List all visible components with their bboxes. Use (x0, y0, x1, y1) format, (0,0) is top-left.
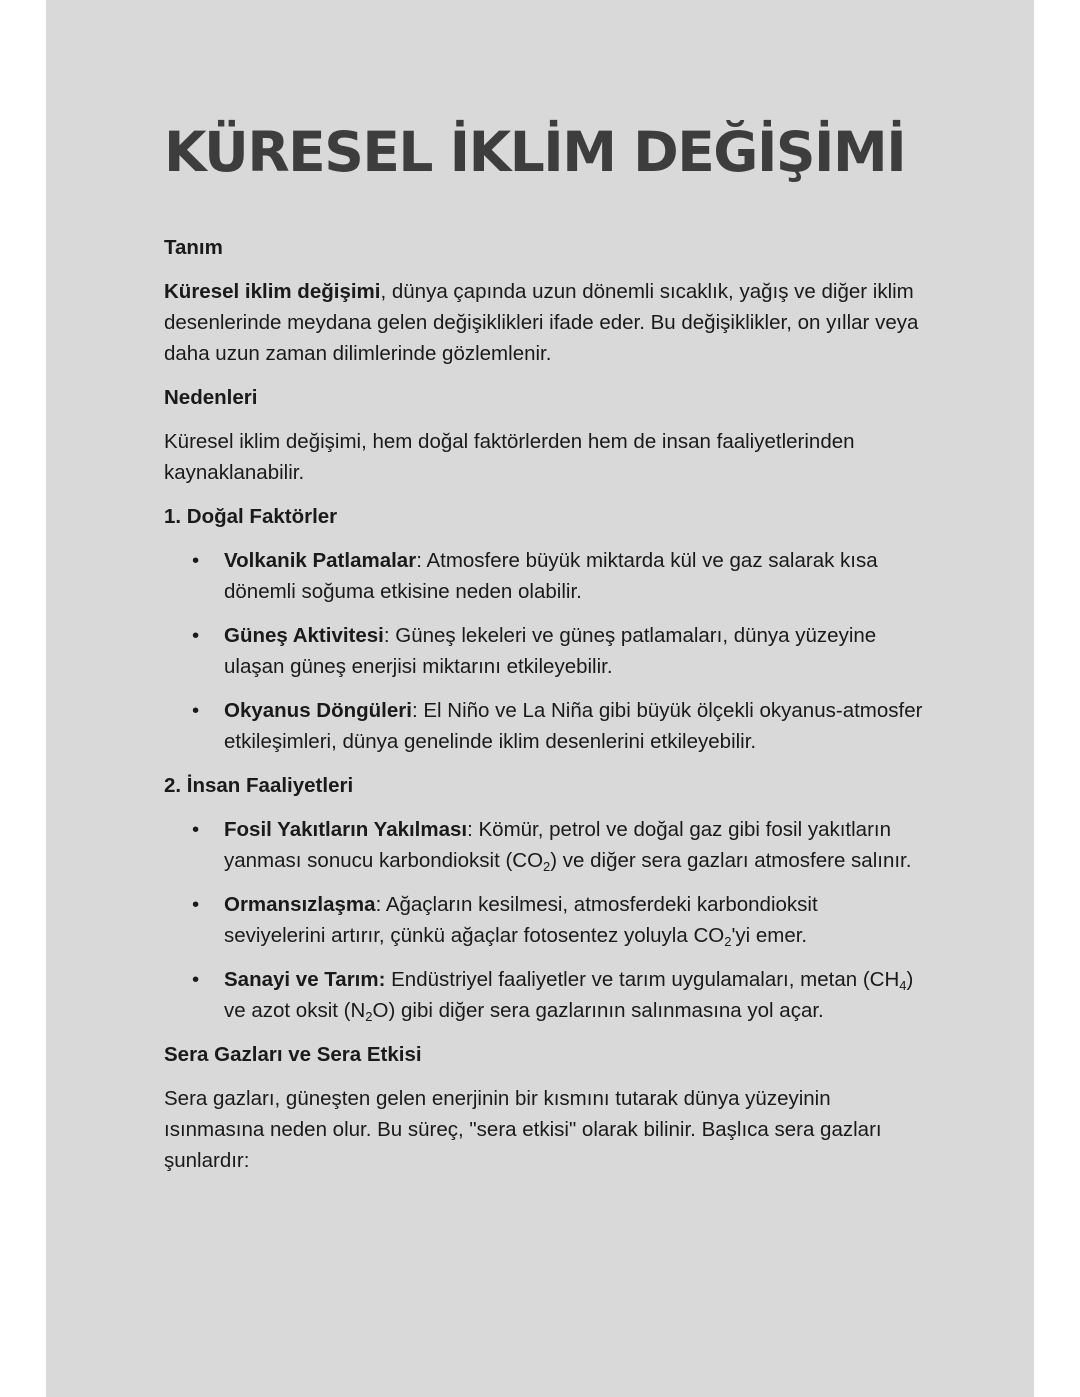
document-content (164, 116, 924, 1189)
subsection-heading-human-activities: 2. İnsan Faaliyetleri (164, 774, 354, 797)
list-item (224, 814, 924, 876)
subsection-heading-natural-factors: 1. Doğal Faktörler (164, 505, 338, 528)
list-item-term: Fosil Yakıtların Yakılması (224, 818, 468, 841)
list-item-text: : Güneş lekeleri ve güneş patlamaları, dünya yüzeyine ulaşan güneş enerjisi miktarını etkileyebilir. (224, 624, 877, 678)
natural-factors-list (164, 545, 924, 757)
list-item-term: Sanayi ve Tarım: (224, 968, 386, 991)
list-item (224, 695, 924, 757)
list-item-text: Endüstriyel faaliyetler ve tarım uygulamaları, metan (CH (385, 968, 900, 991)
subscript: 2 (365, 1009, 373, 1024)
list-item-text: ) ve azot oksit (N (224, 968, 914, 1022)
subscript: 4 (899, 978, 907, 993)
list-item-term: Güneş Aktivitesi (224, 624, 384, 647)
definition-term: Küresel iklim değişimi (164, 280, 381, 303)
document-page (46, 0, 1034, 1397)
list-item-text: : El Niño ve La Niña gibi büyük ölçekli okyanus-atmosfer etkileşimleri, dünya genelinde iklim desenlerini etkileyebilir. (224, 699, 923, 753)
list-item-term: Okyanus Döngüleri (224, 699, 412, 722)
list-item-text: 'yi emer. (731, 924, 808, 947)
definition-text: , dünya çapında uzun dönemli sıcaklık, yağış ve diğer iklim desenlerinde meydana gelen değişiklikleri ifade eder. Bu değişiklikler, on yıllar veya daha uzun zaman dilimlerinde gözlemlenir. (164, 280, 919, 365)
section-heading-greenhouse: Sera Gazları ve Sera Etkisi (164, 1043, 422, 1066)
list-item-text: O) gibi diğer sera gazlarının salınmasına yol açar. (372, 999, 824, 1022)
definition-paragraph (164, 276, 924, 369)
subscript: 2 (724, 934, 732, 949)
causes-intro-paragraph: Küresel iklim değişimi, hem doğal faktörlerden hem de insan faaliyetlerinden kaynaklanabilir. (164, 430, 855, 484)
subscript: 2 (543, 859, 551, 874)
list-item-text: : Kömür, petrol ve doğal gaz gibi fosil yakıtların yanması sonucu karbondioksit (CO (224, 818, 891, 872)
greenhouse-paragraph: Sera gazları, güneşten gelen enerjinin bir kısmını tutarak dünya yüzeyinin ısınmasına neden olur. Bu süreç, "sera etkisi" olarak bilinir. Başlıca sera gazları şunlardır: (164, 1087, 882, 1172)
list-item-term: Volkanik Patlamalar (224, 549, 417, 572)
list-item (224, 545, 924, 607)
list-item-term: Ormansızlaşma (224, 893, 376, 916)
page-title: KÜRESEL İKLİM DEĞİŞİMİ (164, 120, 906, 184)
list-item-text: ) ve diğer sera gazları atmosfere salınır. (550, 849, 912, 872)
list-item-text: : Ağaçların kesilmesi, atmosferdeki karbondioksit seviyelerini artırır, çünkü ağaçlar fotosentez yoluyla CO (224, 893, 818, 947)
section-heading-definition: Tanım (164, 236, 223, 259)
list-item (224, 964, 924, 1026)
list-item (224, 620, 924, 682)
human-activities-list (164, 814, 924, 1026)
section-heading-causes: Nedenleri (164, 386, 258, 409)
list-item (224, 889, 924, 951)
list-item-text: : Atmosfere büyük miktarda kül ve gaz salarak kısa dönemli soğuma etkisine neden olabilir. (224, 549, 878, 603)
